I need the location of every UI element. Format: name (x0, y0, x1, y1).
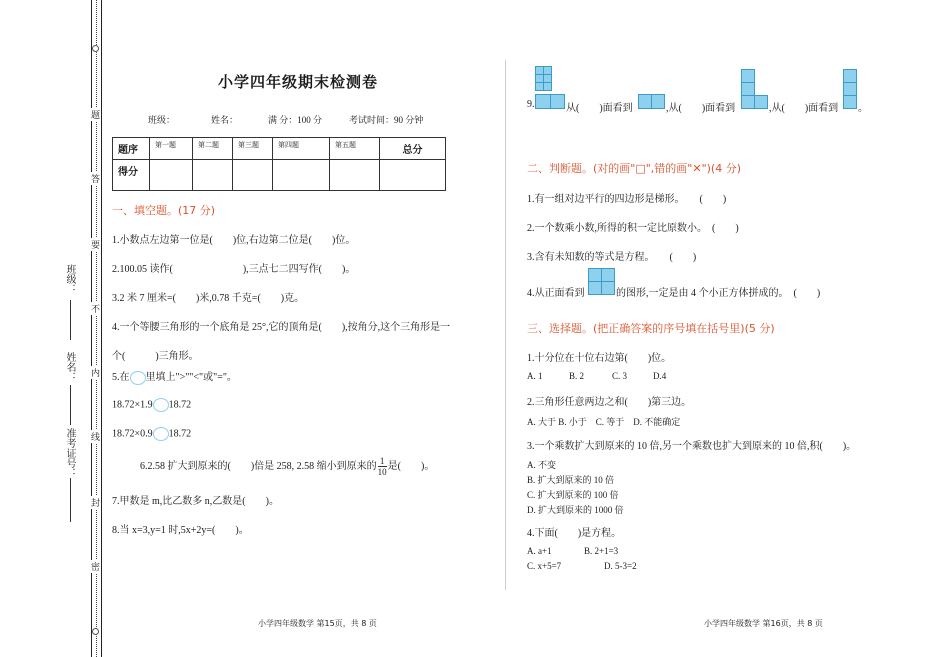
question-7: 7.甲数是 m,比乙数多 n,乙数是( )。 (112, 496, 279, 507)
table-header-label: 题序 (113, 138, 150, 160)
seal-char: 密 (91, 560, 100, 573)
q9-view-text-1: 从( )面看到 (566, 103, 633, 114)
seal-char: 封 (91, 496, 100, 509)
cube-square (741, 95, 755, 109)
cube-square (843, 82, 857, 96)
judge-1: 1.有一组对边平行的四边形是梯形。 ( ) (527, 194, 727, 205)
seal-char: 线 (91, 430, 100, 443)
fraction-denominator: 10 (377, 467, 387, 477)
score-cell[interactable] (150, 160, 193, 191)
margin-dotted-rule (96, 0, 97, 657)
cube-square (741, 69, 755, 83)
choice-3-option-c[interactable]: C. 扩大到原来的 100 倍 (527, 490, 619, 500)
q9-view-text-2: ,从( )面看到 (666, 103, 736, 114)
question-2: 2.100.05 读作( ),三点七二四写作( )。 (112, 264, 356, 275)
judge-4-suffix: 的图形,一定是由 4 个小正方体拼成的。 ( ) (616, 288, 821, 299)
cube-square (588, 281, 602, 295)
page-footer-left: 小学四年级数学 第15页，共 8 页 (258, 619, 377, 628)
question-5a (112, 398, 191, 412)
question-5 (112, 368, 237, 385)
cube-square (843, 69, 857, 83)
section-choice: 三、选择题。(把正确答案的序号填在括号里)(5 分) (527, 322, 775, 335)
table-col-3: 第三题 (233, 138, 273, 160)
compare-circle[interactable] (153, 427, 169, 441)
score-table (112, 137, 446, 191)
cube-square (754, 95, 768, 109)
info-score: 满 分：100 分 (268, 115, 323, 125)
seal-char: 要 (91, 238, 100, 251)
seal-char: 内 (91, 366, 100, 379)
choice-3-option-d[interactable]: D. 扩大到原来的 1000 倍 (527, 505, 624, 515)
exam-title: 小学四年级期末检测卷 (218, 73, 379, 91)
section-fill-blank: 一、填空题。(17 分) (112, 204, 216, 217)
cube-square (601, 268, 615, 282)
cube-square (588, 268, 602, 282)
table-col-5: 第五题 (330, 138, 380, 160)
fraction (378, 456, 387, 477)
choice-4-option-d[interactable]: D. 5-3=2 (604, 561, 637, 571)
score-cell[interactable] (273, 160, 330, 191)
info-class: 班级： (148, 115, 176, 125)
choice-1-option-a[interactable]: A. 1 (527, 371, 543, 381)
question-1: 1.小数点左边第一位是( )位,右边第二位是( )位。 (112, 235, 356, 246)
cube-square (651, 94, 665, 109)
class-label: 班级： (64, 264, 75, 294)
score-cell[interactable] (233, 160, 273, 191)
question-5b (112, 427, 191, 441)
margin-hole (92, 628, 99, 635)
choice-3: 3.一个乘数扩大到原来的 10 倍,另一个乘数也扩大到原来的 10 倍,积( )。 (527, 441, 857, 452)
choice-4-option-a[interactable]: A. a+1 (527, 546, 552, 556)
name-label: 姓名： (64, 352, 75, 382)
seal-char: 答 (91, 172, 100, 185)
seal-char: 题 (91, 108, 100, 121)
class-blank[interactable] (70, 300, 72, 340)
page-divider (505, 60, 506, 590)
seal-char: 不 (91, 302, 100, 315)
page-footer-right: 小学四年级数学 第16页，共 8 页 (704, 619, 823, 628)
judge-2: 2.一个数乘小数,所得的积一定比原数小。 ( ) (527, 223, 739, 234)
choice-1-option-c[interactable]: C. 3 (612, 371, 628, 381)
cube-square (638, 94, 652, 109)
choice-3-option-a[interactable]: A. 不变 (527, 460, 556, 470)
choice-1: 1.十分位在十位右边第( )位。 (527, 353, 672, 364)
expr-left: 18.72×0.9 (112, 428, 153, 440)
q9-number: 9. (527, 99, 535, 110)
q9-view-text-3: ,从( )面看到 (769, 103, 839, 114)
info-time: 考试时间：90 分钟 (349, 115, 424, 125)
info-name: 姓名： (211, 115, 239, 125)
id-blank[interactable] (70, 478, 72, 522)
table-total: 总分 (380, 138, 446, 160)
question-4-line-1: 4.一个等腰三角形的一个底角是 25°,它的顶角是( ),按角分,这个三角形是一 (112, 322, 451, 333)
expr-right: 18.72 (168, 399, 192, 411)
table-col-4: 第四题 (273, 138, 330, 160)
expr-right: 18.72 (168, 428, 192, 440)
score-cell[interactable] (193, 160, 233, 191)
table-col-2: 第二题 (193, 138, 233, 160)
judge-4-prefix: 4.从正面看到 (527, 288, 585, 299)
choice-4: 4.下面( )是方程。 (527, 528, 622, 539)
compare-circle[interactable] (130, 371, 146, 385)
choice-4-option-b[interactable]: B. 2+1=3 (584, 546, 619, 556)
cube-square (741, 82, 755, 96)
question-8: 8.当 x=3,y=1 时,5x+2y=( )。 (112, 525, 249, 536)
margin-rule-outer (91, 0, 92, 657)
score-cell[interactable] (380, 160, 446, 191)
question-5-prefix: 5.在 (112, 372, 130, 383)
choice-3-option-b[interactable]: B. 扩大到原来的 10 倍 (527, 475, 615, 485)
choice-1-option-b[interactable]: B. 2 (569, 371, 585, 381)
choice-4-option-c[interactable]: C. x+5=7 (527, 561, 562, 571)
cube-square (843, 95, 857, 109)
cube-square (601, 281, 615, 295)
name-blank[interactable] (70, 385, 72, 425)
compare-circle[interactable] (153, 398, 169, 412)
cube-square (550, 94, 565, 109)
question-6-suffix: 是( )。 (387, 460, 435, 472)
table-score-label: 得分 (113, 160, 150, 191)
question-6-prefix: 6.2.58 扩大到原来的( )倍是 258, 2.58 缩小到原来的 (140, 460, 377, 472)
choice-1-option-d[interactable]: D.4 (653, 371, 667, 381)
judge-3: 3.含有未知数的等式是方程。 ( ) (527, 252, 697, 263)
question-5-suffix: 里填上">""<"或"="。 (145, 372, 237, 383)
question-3: 3.2 米 7 厘米=( )米,0.78 千克=( )克。 (112, 293, 305, 304)
margin-hole (92, 45, 99, 52)
choice-2: 2.三角形任意两边之和( )第三边。 (527, 397, 692, 408)
expr-left: 18.72×1.9 (112, 399, 153, 411)
choice-2-options[interactable]: A. 大于 B. 小于 C. 等于 D. 不能确定 (527, 417, 681, 427)
q9-end: 。 (858, 103, 868, 114)
fraction-numerator: 1 (378, 456, 387, 467)
margin-rule-inner (101, 0, 102, 657)
cube-square (543, 82, 552, 91)
score-cell[interactable] (330, 160, 380, 191)
table-col-1: 第一题 (150, 138, 193, 160)
id-label: 准考证号： (64, 428, 75, 478)
question-4-line-2: 个( )三角形。 (112, 351, 199, 362)
section-true-false: 二、判断题。(对的画"□",错的画"✕")(4 分) (527, 162, 742, 175)
question-6 (140, 456, 434, 477)
